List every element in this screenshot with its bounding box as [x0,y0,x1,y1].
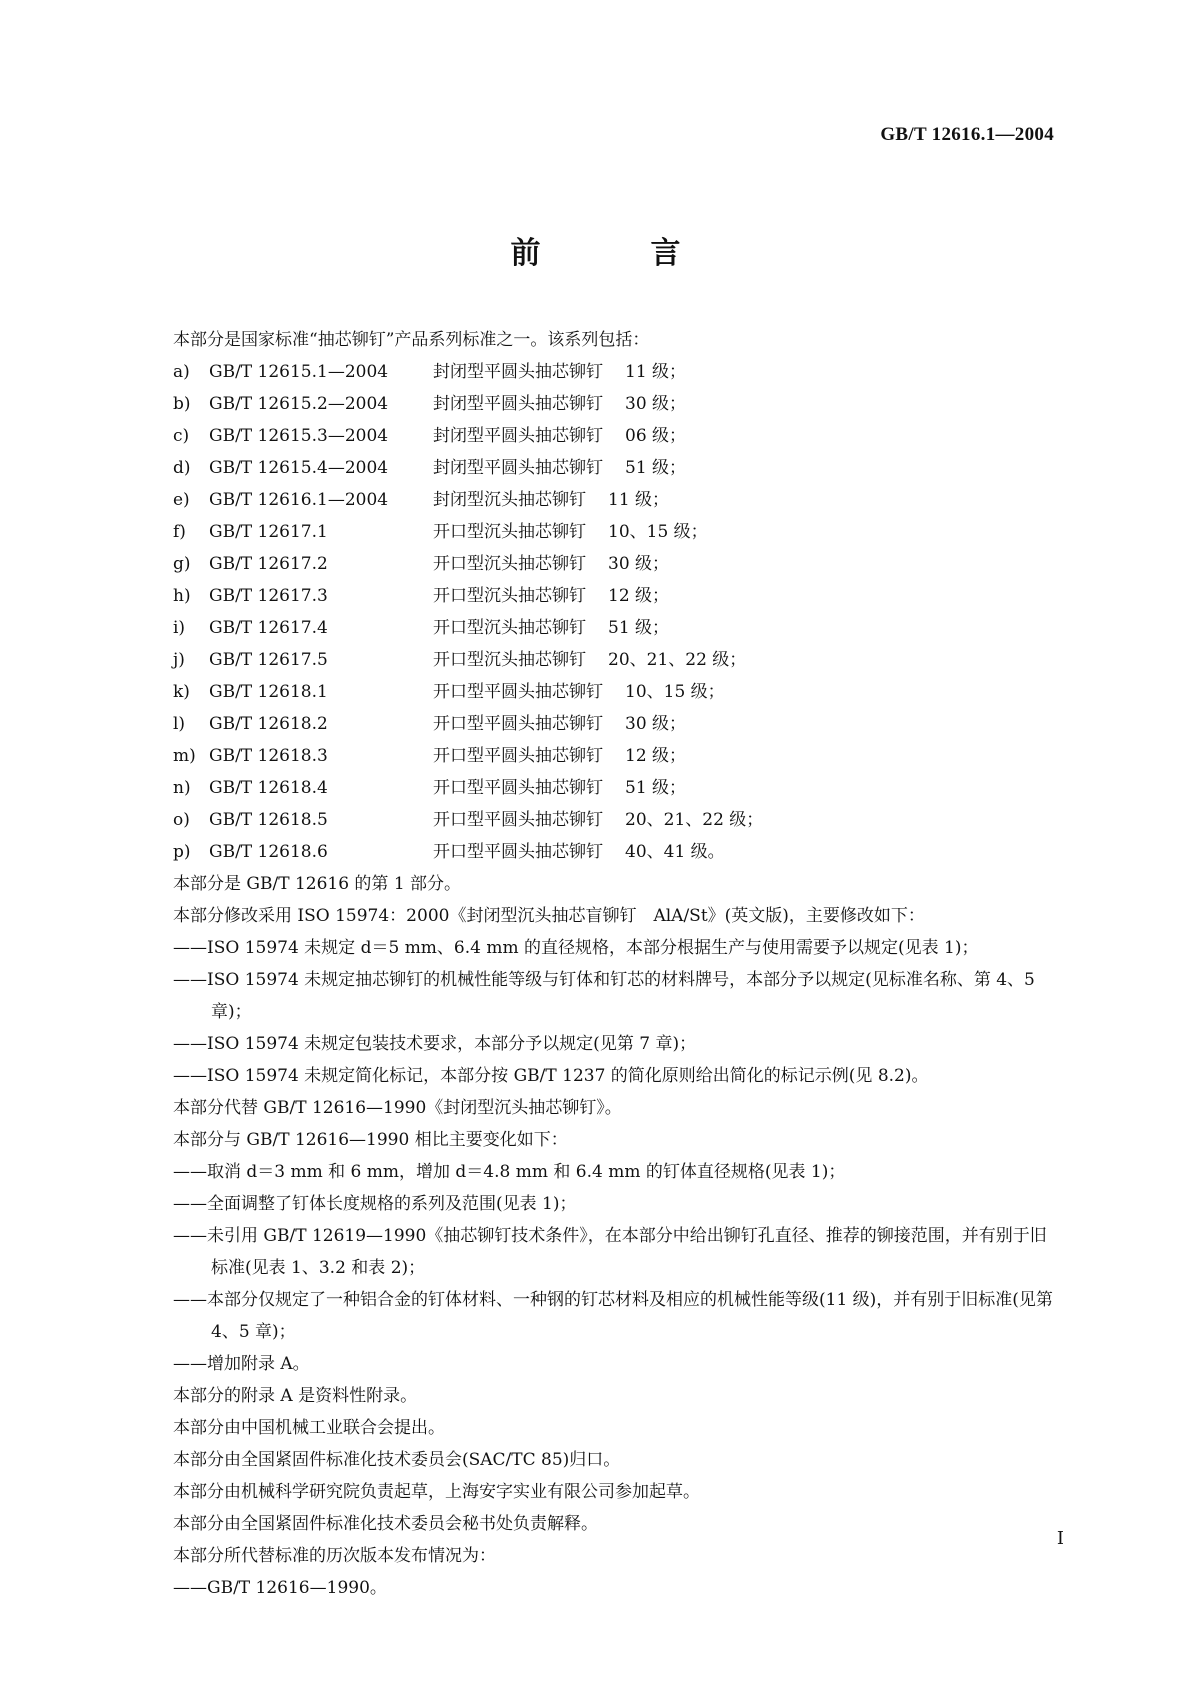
rivet-name: 封闭型平圆头抽芯铆钉 [433,426,603,446]
standard-code: GB/T 12615.3—2004 [209,426,389,446]
item-mark: n) [173,778,191,798]
standard-code: GB/T 12615.4—2004 [209,458,389,478]
change-item: ——ISO 15974 未规定简化标记，本部分按 GB/T 1237 的简化原则给出简化的标记示例(见 8.2)。 [173,1066,929,1086]
rivet-name: 开口型沉头抽芯铆钉 [433,650,586,670]
series-item [173,804,1053,836]
series-item [173,452,1053,484]
grade: 12 级； [625,746,687,766]
item-mark: e) [173,490,190,510]
compare-intro-paragraph: 本部分与 GB/T 12616—1990 相比主要变化如下： [173,1130,568,1150]
change-item: ——全面调整了钉体长度规格的系列及范围(见表 1)； [173,1194,577,1214]
standard-code: GB/T 12617.1 [209,522,328,542]
rivet-name: 开口型平圆头抽芯铆钉 [433,810,603,830]
closing-line: 本部分由机械科学研究院负责起草，上海安字实业有限公司参加起草。 [173,1482,700,1502]
rivet-name: 封闭型沉头抽芯铆钉 [433,490,586,510]
change-item: ——ISO 15974 未规定抽芯铆钉的机械性能等级与钉体和钉芯的材料牌号，本部分予以规定(见标准名称、第 4、5 章)； [173,970,1035,1022]
rivet-name: 开口型平圆头抽芯铆钉 [433,842,603,862]
standard-code: GB/T 12618.2 [209,714,328,734]
grade: 51 级； [608,618,670,638]
closing-line: 本部分的附录 A 是资料性附录。 [173,1386,418,1406]
grade: 30 级； [608,554,670,574]
item-mark: f) [173,522,186,542]
foreword-body [173,324,1053,1604]
rivet-name: 开口型沉头抽芯铆钉 [433,586,586,606]
rivet-name: 开口型平圆头抽芯铆钉 [433,778,603,798]
standard-code: GB/T 12618.6 [209,842,328,862]
replaces-paragraph: 本部分代替 GB/T 12616—1990《封闭型沉头抽芯铆钉》。 [173,1098,622,1118]
standard-code: GB/T 12615.1—2004 [209,362,389,382]
series-item [173,516,1053,548]
item-mark: k) [173,682,190,702]
standard-code: GB/T 12618.5 [209,810,328,830]
standard-code: GB/T 12617.2 [209,554,328,574]
standard-code: GB/T 12615.2—2004 [209,394,389,414]
closing-line: ——GB/T 12616—1990。 [173,1578,387,1598]
change-item: ——ISO 15974 未规定包装技术要求，本部分予以规定(见第 7 章)； [173,1034,697,1054]
series-item [173,420,1053,452]
rivet-name: 开口型平圆头抽芯铆钉 [433,746,603,766]
change-item: ——ISO 15974 未规定 d＝5 mm、6.4 mm 的直径规格，本部分根据生产与使用需要予以规定(见表 1)； [173,938,979,958]
series-item [173,612,1053,644]
change-item: ——取消 d＝3 mm 和 6 mm，增加 d＝4.8 mm 和 6.4 mm 的钉体直径规格(见表 1)； [173,1162,846,1182]
item-mark: d) [173,458,191,478]
page-title: 前 言 [510,236,721,271]
change-item: ——本部分仅规定了一种铝合金的钉体材料、一种钢的钉芯材料及相应的机械性能等级(11 级)，并有别于旧标准(见第 4、5 章)； [173,1290,1053,1342]
series-item [173,580,1053,612]
item-mark: j) [173,650,185,670]
closing-line: 本部分由中国机械工业联合会提出。 [173,1418,445,1438]
rivet-name: 封闭型平圆头抽芯铆钉 [433,394,603,414]
closing-line: 本部分由全国紧固件标准化技术委员会(SAC/TC 85)归口。 [173,1450,621,1470]
grade: 10、15 级； [625,682,725,702]
old-changes-list [173,1156,1053,1380]
item-mark: h) [173,586,191,606]
item-mark: l) [173,714,186,734]
rivet-name: 封闭型平圆头抽芯铆钉 [433,362,603,382]
rivet-name: 开口型沉头抽芯铆钉 [433,554,586,574]
item-mark: g) [173,554,191,574]
series-item [173,484,1053,516]
standard-code: GB/T 12618.3 [209,746,328,766]
standard-code: GB/T 12618.4 [209,778,328,798]
item-mark: a) [173,362,190,382]
rivet-name: 开口型沉头抽芯铆钉 [433,522,586,542]
standard-code: GB/T 12618.1 [209,682,328,702]
grade: 40、41 级。 [625,842,725,862]
grade: 11 级； [625,362,687,382]
grade: 51 级； [625,458,687,478]
grade: 06 级； [625,426,687,446]
series-item [173,836,1053,868]
series-item [173,356,1053,388]
adoption-paragraph: 本部分修改采用 ISO 15974：2000《封闭型沉头抽芯盲铆钉 AlA/St》(英文版)，主要修改如下： [173,906,925,926]
series-item [173,388,1053,420]
grade: 11 级； [608,490,670,510]
series-item [173,740,1053,772]
standard-code: GB/T 12616.1—2004 [209,490,389,510]
rivet-name: 封闭型平圆头抽芯铆钉 [433,458,603,478]
change-item: ——增加附录 A。 [173,1354,310,1374]
series-item [173,644,1053,676]
item-mark: m) [173,746,196,766]
part-of-paragraph: 本部分是 GB/T 12616 的第 1 部分。 [173,874,462,894]
rivet-name: 开口型平圆头抽芯铆钉 [433,714,603,734]
closing-line: 本部分由全国紧固件标准化技术委员会秘书处负责解释。 [173,1514,598,1534]
grade: 10、15 级； [608,522,708,542]
page-number: I [1056,1528,1064,1549]
standard-code: GB/T 12617.5 [209,650,328,670]
series-item [173,772,1053,804]
grade: 30 级； [625,394,687,414]
grade: 20、21、22 级； [625,810,764,830]
grade: 51 级； [625,778,687,798]
item-mark: p) [173,842,191,862]
change-item: ——未引用 GB/T 12619—1990《抽芯铆钉技术条件》，在本部分中给出铆钉孔直径、推荐的铆接范围，并有别于旧标准(见表 1、3.2 和表 2)； [173,1226,1047,1278]
grade: 30 级； [625,714,687,734]
series-item [173,548,1053,580]
standard-code-header: GB/T 12616.1—2004 [880,124,1054,145]
intro-paragraph: 本部分是国家标准“抽芯铆钉”产品系列标准之一。该系列包括： [173,330,650,350]
rivet-name: 开口型平圆头抽芯铆钉 [433,682,603,702]
rivet-name: 开口型沉头抽芯铆钉 [433,618,586,638]
iso-changes-list [173,932,1053,1092]
series-list [173,356,1053,868]
item-mark: c) [173,426,190,446]
item-mark: i) [173,618,186,638]
item-mark: b) [173,394,191,414]
standard-code: GB/T 12617.3 [209,586,328,606]
series-item [173,708,1053,740]
standard-code: GB/T 12617.4 [209,618,328,638]
closing-line: 本部分所代替标准的历次版本发布情况为： [173,1546,496,1566]
series-item [173,676,1053,708]
item-mark: o) [173,810,190,830]
grade: 12 级； [608,586,670,606]
closing-paragraphs [173,1380,1053,1604]
grade: 20、21、22 级； [608,650,747,670]
